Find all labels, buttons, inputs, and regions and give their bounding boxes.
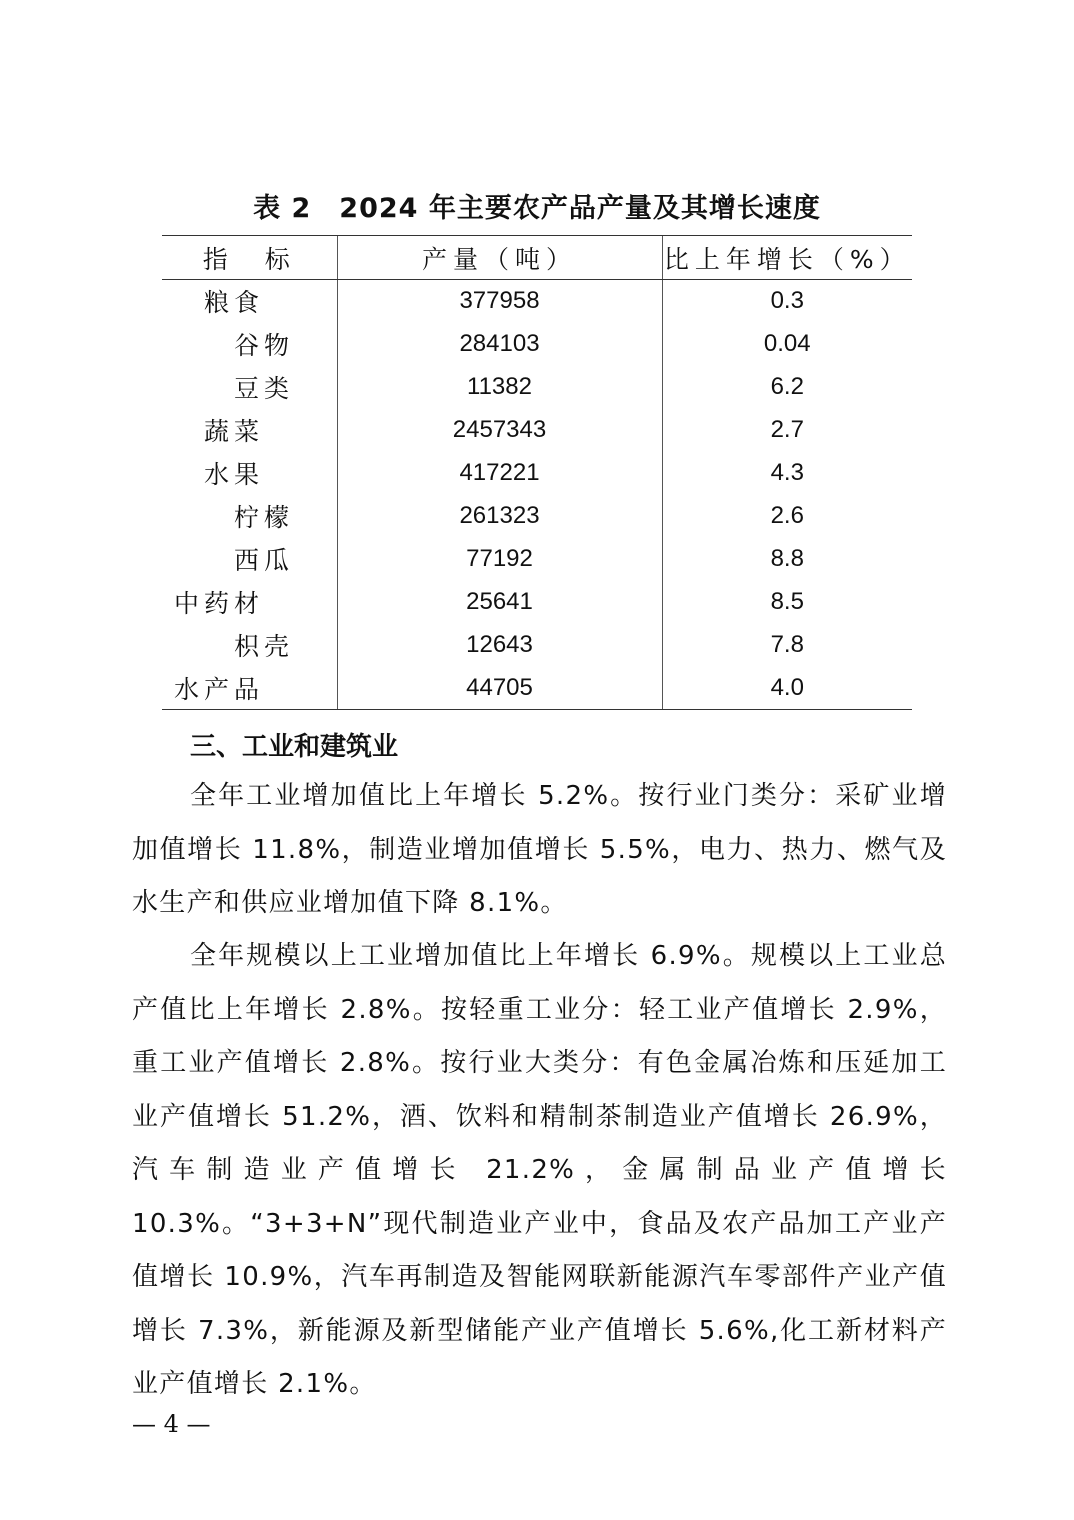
row-output: 77192 xyxy=(337,538,662,581)
row-label: 西瓜 xyxy=(234,546,295,575)
row-label: 柠檬 xyxy=(234,503,295,532)
row-growth: 6.2 xyxy=(662,366,912,409)
row-growth: 7.8 xyxy=(662,624,912,667)
table-row xyxy=(162,366,912,409)
row-label: 枳壳 xyxy=(234,632,295,661)
table-row xyxy=(162,495,912,538)
table-row xyxy=(162,409,912,452)
row-output: 284103 xyxy=(337,323,662,366)
production-table xyxy=(162,235,912,710)
row-output: 44705 xyxy=(337,667,662,710)
row-growth: 0.3 xyxy=(662,280,912,323)
section-heading: 三、工业和建筑业 xyxy=(190,732,399,762)
row-output: 261323 xyxy=(337,495,662,538)
row-output: 12643 xyxy=(337,624,662,667)
row-output: 11382 xyxy=(337,366,662,409)
table-row xyxy=(162,323,912,366)
row-growth: 2.6 xyxy=(662,495,912,538)
table-row xyxy=(162,280,912,323)
row-output: 377958 xyxy=(337,280,662,323)
row-growth: 2.7 xyxy=(662,409,912,452)
paragraph-large-scale-industry: 全年规模以上工业增加值比上年增长 6.9%。规模以上工业总产值比上年增长 2.8%。按轻重工业分：轻工业产值增长 2.9%，重工业产值增长 2.8%。按行业大类分：有色金属冶炼和压延加工业产值增长 51.2%，酒、饮料和精制茶制造业产值增长 26.9%，汽车制造业产值增长 21.2%，金属制品业产值增长 10.3%。“3+3+N”现代制造业产业中，食品及农产品加工产业产值增长 10.9%，汽车再制造及智能网联新能源汽车零部件产业产值增长 7.3%，新能源及新型储能产业产值增长 5.6%,化工新材料产业产值增长 2.1%。 xyxy=(132,941,947,1399)
page-number: — 4 — xyxy=(132,1410,211,1438)
row-growth: 8.8 xyxy=(662,538,912,581)
table-row xyxy=(162,538,912,581)
row-output: 2457343 xyxy=(337,409,662,452)
table-header-row xyxy=(162,236,912,280)
row-growth: 0.04 xyxy=(662,323,912,366)
header-indicator: 指 标 xyxy=(162,236,337,280)
row-label: 粮食 xyxy=(204,288,265,318)
row-label: 水果 xyxy=(204,460,265,489)
row-growth: 4.3 xyxy=(662,452,912,495)
header-growth: 比上年增长（%） xyxy=(662,236,912,280)
row-growth: 4.0 xyxy=(662,667,912,710)
table-title: 表 2 2024 年主要农产品产量及其增长速度 xyxy=(253,193,821,224)
table-row xyxy=(162,452,912,495)
row-label: 豆类 xyxy=(234,374,295,403)
row-label: 水产品 xyxy=(162,667,337,710)
table-row xyxy=(162,624,912,667)
row-label: 蔬菜 xyxy=(204,417,265,446)
table-row xyxy=(162,581,912,624)
header-output: 产量（吨） xyxy=(337,236,662,280)
table-row xyxy=(162,667,912,710)
row-label: 中药材 xyxy=(174,589,265,618)
paragraph-industry-value-added: 全年工业增加值比上年增长 5.2%。按行业门类分：采矿业增加值增长 11.8%，制造业增加值增长 5.5%，电力、热力、燃气及水生产和供应业增加值下降 8.1%。 xyxy=(132,781,947,918)
row-output: 417221 xyxy=(337,452,662,495)
row-output: 25641 xyxy=(337,581,662,624)
row-label: 谷物 xyxy=(234,331,295,360)
row-growth: 8.5 xyxy=(662,581,912,624)
